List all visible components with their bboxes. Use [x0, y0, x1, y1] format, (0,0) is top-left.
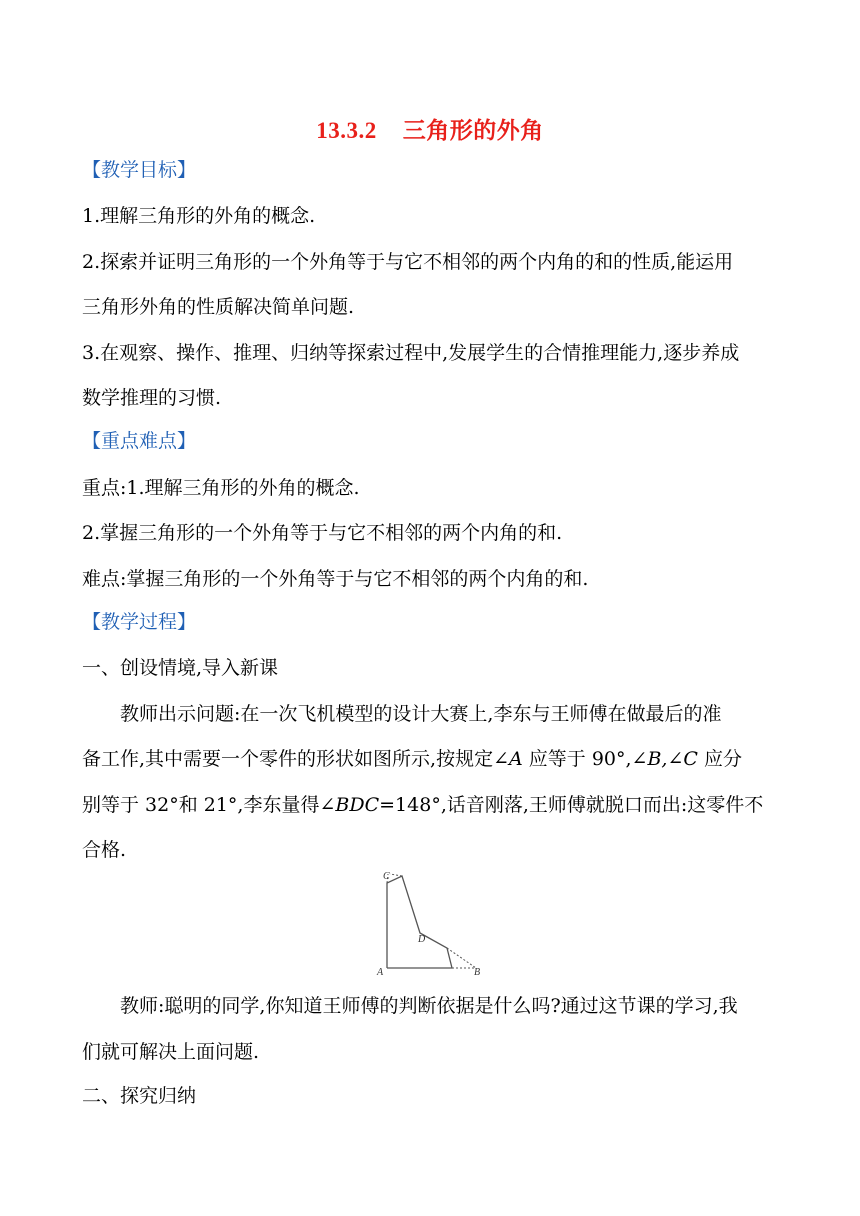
label-c: C	[383, 871, 390, 882]
paragraph-1-line1: 教师出示问题:在一次飞机模型的设计大赛上,李东与王师傅在做最后的准	[120, 703, 722, 725]
objective-1: 1.理解三角形的外角的概念.	[82, 205, 316, 227]
part-2-heading: 二、探究归纳	[82, 1085, 197, 1107]
label-b: B	[474, 967, 481, 978]
paragraph-1-line3	[82, 793, 763, 817]
section-number: 13.3.2	[316, 118, 377, 143]
angle-bdc: ∠BDC	[319, 794, 380, 816]
text-span: 别等于 32°和 21°,李东量得	[82, 794, 320, 816]
part-1-heading: 一、创设情境,导入新课	[82, 657, 279, 679]
title-text: 三角形的外角	[402, 117, 544, 144]
label-a: A	[377, 967, 384, 978]
paragraph-2-line2: 们就可解决上面问题.	[82, 1041, 260, 1063]
text-span: 备工作,其中需要一个零件的形状如图所示,按规定	[82, 748, 494, 770]
difficulty: 难点:掌握三角形的一个外角等于与它不相邻的两个内角的和.	[82, 568, 589, 590]
objectives-heading: 【教学目标】	[82, 159, 197, 181]
keypoint-1: 重点:1.理解三角形的外角的概念.	[82, 477, 360, 499]
text-span: 应等于 90°,	[522, 748, 632, 770]
text-span: 应分	[697, 748, 742, 770]
paragraph-2-line1: 教师:聪明的同学,你知道王师傅的判断依据是什么吗?通过这节课的学习,我	[120, 995, 738, 1017]
process-heading: 【教学过程】	[82, 611, 197, 633]
keypoints-heading: 【重点难点】	[82, 430, 197, 452]
paragraph-1-line4: 合格.	[82, 839, 127, 861]
angle-bc: ∠B,∠C	[631, 748, 698, 770]
objective-2-line2: 三角形外角的性质解决简单问题.	[82, 296, 355, 318]
page-title	[0, 112, 860, 145]
label-d: D	[418, 934, 426, 945]
objective-2-line1: 2.探索并证明三角形的一个外角等于与它不相邻的两个内角的和的性质,能运用	[82, 251, 734, 273]
objective-3-line2: 数学推理的习惯.	[82, 387, 222, 409]
text-span: =148°,话音刚落,王师傅就脱口而出:这零件不	[379, 794, 764, 816]
objective-3-line1: 3.在观察、操作、推理、归纳等探索过程中,发展学生的合情推理能力,逐步养成	[82, 342, 740, 364]
keypoint-2: 2.掌握三角形的一个外角等于与它不相邻的两个内角的和.	[82, 522, 563, 544]
angle-a: ∠A	[493, 748, 523, 770]
paragraph-1-line2	[82, 747, 742, 771]
part-figure	[372, 868, 492, 978]
